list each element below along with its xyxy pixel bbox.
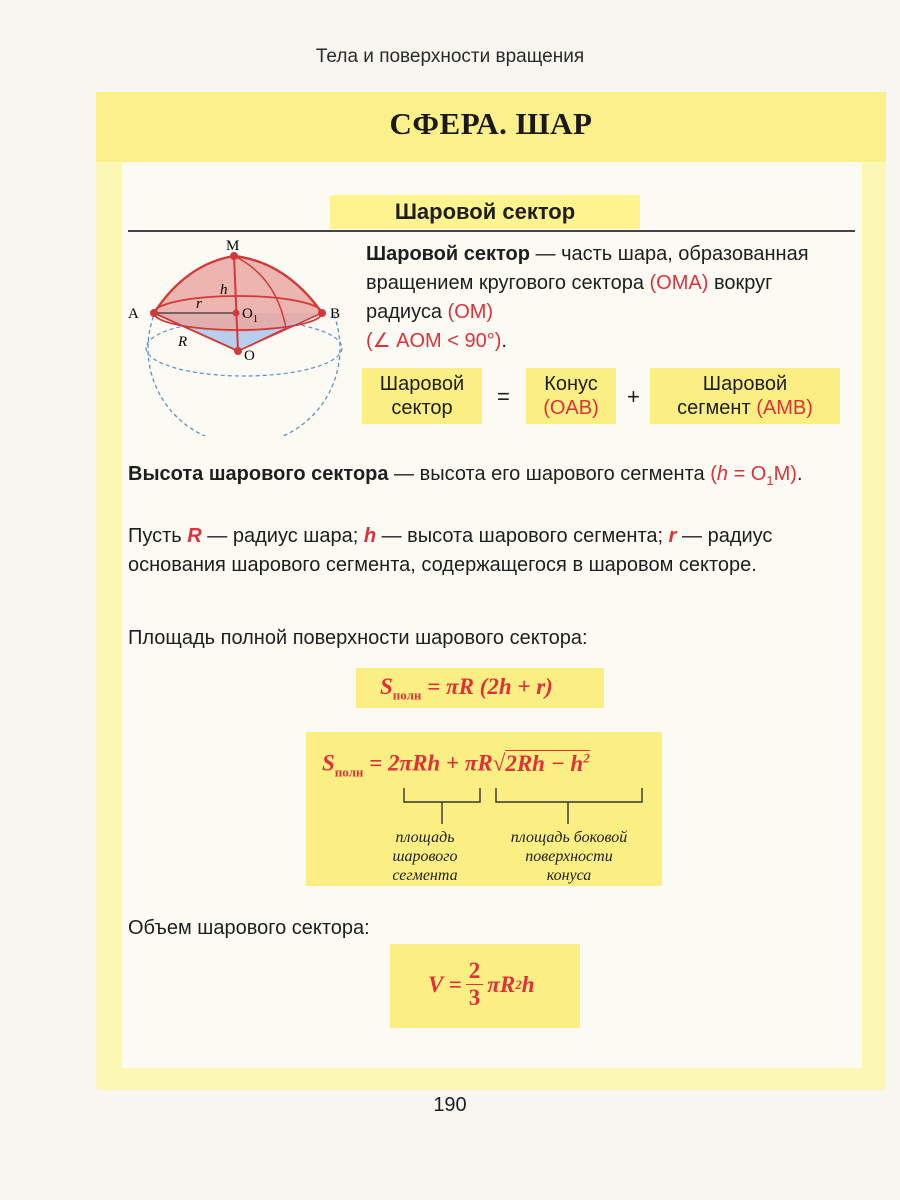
notation-t2: — радиус шара; bbox=[201, 525, 364, 547]
notation-R: R bbox=[187, 525, 202, 547]
area-formula-2-rhs: = 2πRh + πR bbox=[363, 750, 493, 776]
height-formula-h: h bbox=[716, 463, 729, 485]
caption-segment-area bbox=[370, 828, 480, 885]
height-text: — высота его шарового сегмента bbox=[388, 463, 711, 485]
volume-denominator: 3 bbox=[468, 985, 481, 1010]
equation-segment-line2: сегмент bbox=[677, 397, 757, 419]
caption-right-2: поверхности bbox=[525, 848, 613, 865]
volume-fraction bbox=[466, 958, 484, 1011]
page-number: 190 bbox=[433, 1094, 467, 1116]
label-M: M bbox=[226, 238, 240, 254]
equation-segment-label: (AMB) bbox=[756, 397, 813, 419]
label-B: B bbox=[330, 306, 341, 322]
subtitle-rule bbox=[128, 230, 855, 232]
volume-h: h bbox=[521, 971, 535, 997]
caption-left-1: площадь bbox=[395, 829, 455, 846]
definition-radius: (OM) bbox=[447, 301, 494, 323]
page-title: СФЕРА. ШАР bbox=[389, 106, 593, 141]
notation-r: r bbox=[668, 525, 677, 547]
height-term: Высота шарового сектора bbox=[128, 463, 389, 485]
radical-sign: √ bbox=[492, 750, 506, 776]
notation-t4: — радиус основания шарового сегмента, содержащегося в шаровом секторе. bbox=[128, 525, 773, 576]
area-formula-2-sub: полн bbox=[334, 764, 364, 780]
label-O: O bbox=[244, 348, 255, 364]
area-formula-1-S: S bbox=[380, 674, 393, 699]
area-formula-1-sub: полн bbox=[392, 687, 422, 703]
height-formula-eq: = O bbox=[728, 463, 767, 485]
caption-left-3: сегмента bbox=[392, 867, 458, 884]
equation-equals: = bbox=[497, 384, 510, 409]
area-formula-2-S: S bbox=[322, 750, 335, 776]
definition-end: . bbox=[501, 330, 507, 352]
label-O1-sub: 1 bbox=[253, 314, 258, 325]
definition-sector: (OMA) bbox=[649, 272, 709, 294]
volume-lhs: V = bbox=[428, 971, 462, 997]
notation-t1: Пусть bbox=[128, 525, 188, 547]
running-head: Тела и поверхности вращения bbox=[315, 46, 585, 67]
formula-braces bbox=[300, 780, 660, 830]
height-formula-close: M) bbox=[773, 463, 797, 485]
caption-cone-lateral-area bbox=[494, 828, 644, 885]
caption-right-1: площадь боковой bbox=[510, 829, 628, 846]
area-formula-2-radicand: 2Rh − h bbox=[505, 750, 584, 776]
height-formula bbox=[710, 463, 797, 488]
equation-segment bbox=[650, 372, 840, 420]
area-formula-2-radical bbox=[505, 750, 589, 776]
label-h: h bbox=[220, 282, 228, 298]
definition-text-1: — часть шара, образованная вращением кругового сектора bbox=[366, 243, 809, 294]
segment-cap bbox=[154, 256, 322, 332]
subtitle: Шаровой сектор bbox=[330, 195, 640, 229]
equation-cone-line1: Конус bbox=[544, 373, 598, 395]
caption-left-2: шарового bbox=[392, 848, 458, 865]
definition-term: Шаровой сектор bbox=[366, 243, 530, 265]
area-heading: Площадь полной поверхности шарового сектора: bbox=[128, 627, 588, 649]
volume-sup: 2 bbox=[515, 976, 522, 992]
notation-h: h bbox=[363, 525, 377, 547]
volume-numerator: 2 bbox=[466, 958, 484, 985]
definition-angle: (∠ AOM < 90°) bbox=[366, 330, 502, 352]
label-R: R bbox=[178, 334, 188, 350]
label-O1: O bbox=[242, 306, 253, 322]
height-formula-open: ( bbox=[710, 463, 717, 485]
caption-right-3: конуса bbox=[546, 867, 592, 884]
equation-plus: + bbox=[627, 384, 640, 409]
area-formula-2-sup: 2 bbox=[583, 750, 590, 765]
equation-segment-line1: Шаровой bbox=[702, 373, 788, 395]
height-formula-sub: 1 bbox=[766, 473, 774, 488]
label-r: r bbox=[196, 296, 202, 312]
definition-text-2: вокруг радиуса bbox=[366, 272, 773, 323]
label-A: A bbox=[128, 306, 139, 322]
volume-heading: Объем шарового сектора: bbox=[128, 917, 370, 939]
volume-formula bbox=[428, 958, 534, 1011]
height-end: . bbox=[796, 463, 803, 485]
equation-cone-line2: (OAB) bbox=[543, 397, 599, 419]
area-formula-1 bbox=[380, 674, 553, 704]
equation-sector bbox=[362, 372, 482, 420]
notation-t3: — высота шарового сегмента; bbox=[376, 525, 669, 547]
notation-paragraph bbox=[128, 522, 848, 580]
area-formula-1-rhs: = πR (2h + r) bbox=[421, 674, 553, 699]
area-formula-2 bbox=[322, 750, 590, 780]
equation-sector-line2: сектор bbox=[391, 397, 453, 419]
volume-rhs: πR bbox=[487, 971, 516, 997]
height-paragraph bbox=[128, 460, 848, 495]
definition-paragraph bbox=[366, 240, 846, 356]
equation-cone bbox=[526, 372, 616, 420]
equation-sector-line1: Шаровой bbox=[379, 373, 465, 395]
sphere-sector-figure bbox=[126, 236, 346, 436]
